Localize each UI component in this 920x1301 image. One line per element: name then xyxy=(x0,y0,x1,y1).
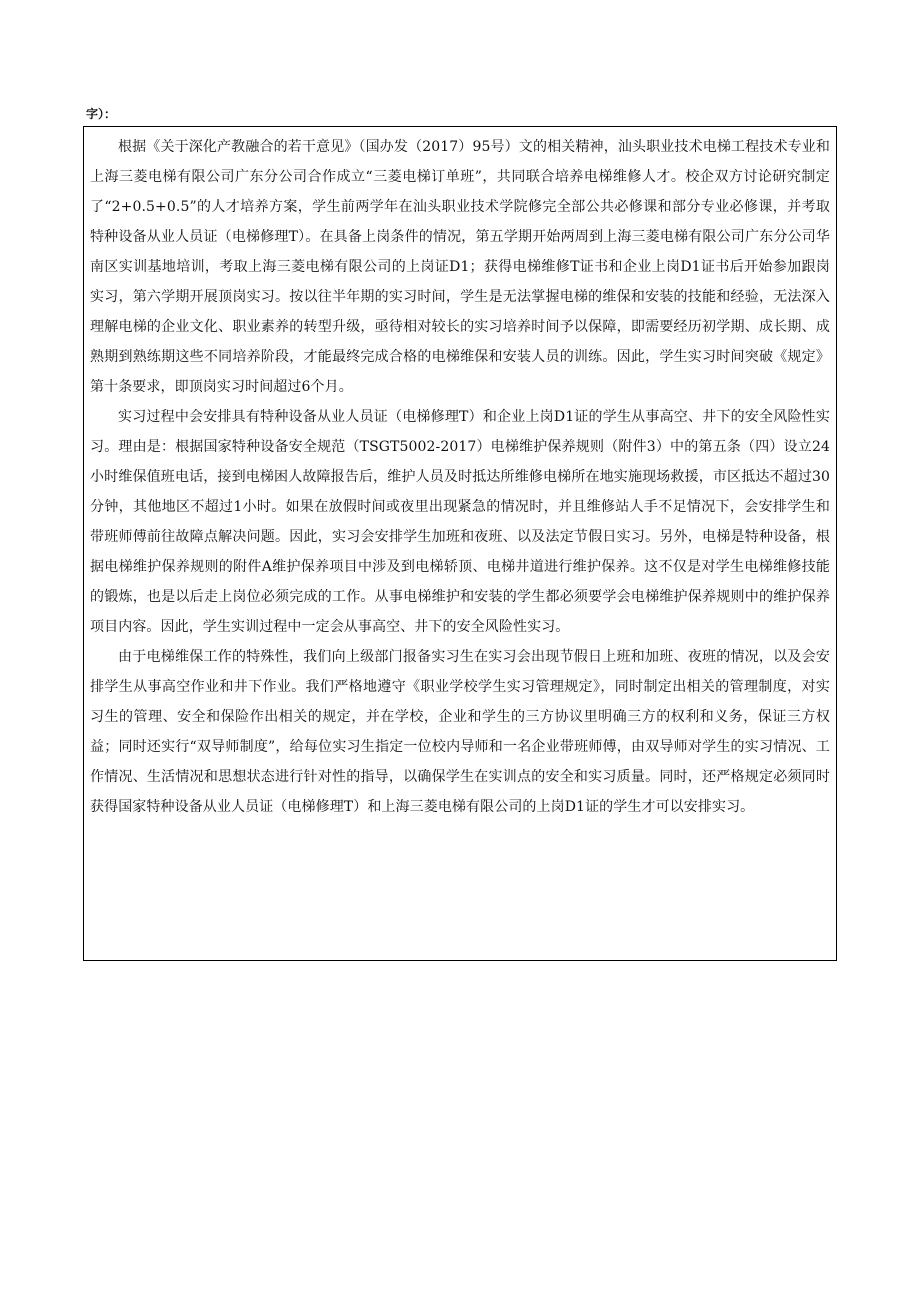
paragraph-cooperation-background: 根据《关于深化产教融合的若干意见》（国办发（2017）95号）文的相关精神，汕头职业技术电梯工程技术专业和上海三菱电梯有限公司广东分公司合作成立“三菱电梯订单班”，共同联合培养电梯维修人才。校企双方讨论研究制定了“2+0.5+0.5”的人才培养方案，学生前两学年在汕头职业技术学院修完全部公共必修课和部分专业必修课，并考取特种设备从业人员证（电梯修理T）。在具备上岗条件的情况，第五学期开始两周到上海三菱电梯有限公司广东分公司华南区实训基地培训，考取上海三菱电梯有限公司的上岗证D1；获得电梯维修T证书和企业上岗D1证书后开始参加跟岗实习，第六学期开展顶岗实习。按以往半年期的实习时间，学生是无法掌握电梯的维保和安装的技能和经验，无法深入理解电梯的企业文化、职业素养的转型升级，亟待相对较长的实习培养时间予以保障，即需要经历初学期、成长期、成熟期到熟练期这些不同培养阶段，才能最终完成合格的电梯维保和安装人员的训练。因此，学生实习时间突破《规定》第十条要求，即顶岗实习时间超过6个月。 xyxy=(90,139,830,395)
explanation-text-box xyxy=(83,126,837,961)
paragraph-management-measures: 由于电梯维保工作的特殊性，我们向上级部门报备实习生在实习会出现节假日上班和加班、夜班的情况，以及会安排学生从事高空作业和井下作业。我们严格地遵守《职业学校学生实习管理规定》，同时制定出相关的管理制度，对实习生的管理、安全和保险作出相关的规定，并在学校，企业和学生的三方协议里明确三方的权利和义务，保证三方权益；同时还实行“双导师制度”，给每位实习生指定一位校内导师和一名企业带班师傅，由双导师对学生的实习情况、工作情况、生活情况和思想状态进行针对性的指导，以确保学生在实训点的安全和实习质量。同时，还严格规定必须同时获得国家特种设备从业人员证（电梯修理T）和上海三菱电梯有限公司的上岗D1证的学生才可以安排实习。 xyxy=(90,649,830,815)
form-field-label-fragment: 字）： xyxy=(86,107,117,121)
paragraph-safety-risk-internship: 实习过程中会安排具有特种设备从业人员证（电梯修理T）和企业上岗D1证的学生从事高空、井下的安全风险性实习。理由是：根据国家特种设备安全规范（TSGT5002-2017）电梯维护保养规则（附件3）中的第五条（四）设立24小时维保值班电话，接到电梯困人故障报告后，维护人员及时抵达所维修电梯所在地实施现场救援，市区抵达不超过30分钟，其他地区不超过1小时。如果在放假时间或夜里出现紧急的情况时，并且维修站人手不足情况下，会安排学生和带班师傅前往故障点解决问题。因此，实习会安排学生加班和夜班、以及法定节假日实习。另外，电梯是特种设备，根据电梯维护保养规则的附件A维护保养项目中涉及到电梯轿顶、电梯井道进行维护保养。这不仅是对学生电梯维修技能的锻炼，也是以后走上岗位必须完成的工作。从事电梯维护和安装的学生都必须要学会电梯维护保养规则中的维护保养项目内容。因此，学生实训过程中一定会从事高空、井下的安全风险性实习。 xyxy=(90,409,830,635)
